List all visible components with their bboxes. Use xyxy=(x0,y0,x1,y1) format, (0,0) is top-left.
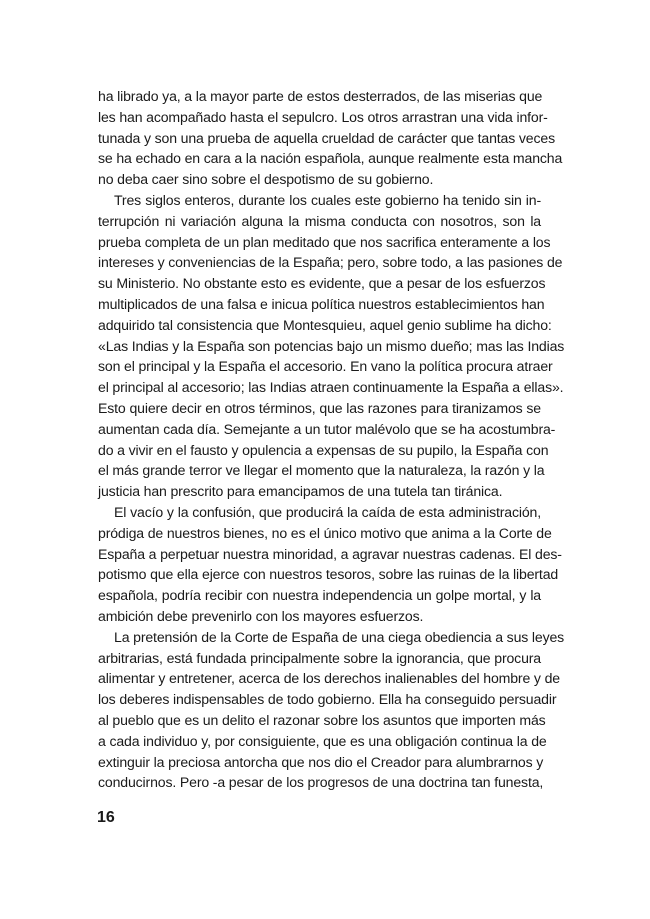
text-line: el principal al accesorio; las Indias atraen continuamente la España a ellas». xyxy=(98,379,564,396)
text-line: su Ministerio. No obstante esto es evidente, que a pesar de los esfuerzos xyxy=(98,275,546,292)
text-line: los deberes indispensables de todo gobierno. Ella ha conseguido persuadir xyxy=(98,691,557,708)
text-line: ambición debe prevenirlo con los mayores esfuerzos. xyxy=(98,607,424,624)
text-line: son el principal y la España el accesorio. En vano la política procura atraer xyxy=(98,358,553,375)
text-line: española, podría recibir con nuestra independencia un golpe mortal, y la xyxy=(98,587,541,604)
text-line: España a perpetuar nuestra minoridad, a agravar nuestras cadenas. El des- xyxy=(98,545,562,562)
text-line: ha librado ya, a la mayor parte de estos desterrados, de las miserias que xyxy=(98,88,543,104)
text-line: La pretensión de la Corte de España de una ciega obediencia a sus leyes xyxy=(114,628,565,645)
text-line: les han acompañado hasta el sepulcro. Los otros arrastran una vida infor- xyxy=(98,108,548,125)
text-line: conducirnos. Pero -a pesar de los progresos de una doctrina tan funesta, xyxy=(98,774,544,791)
text-line: El vacío y la confusión, que producirá la caída de esta administración, xyxy=(114,503,541,520)
text-line: aumentan cada día. Semejante a un tutor malévolo que se ha acostumbra- xyxy=(98,420,556,437)
text-line: Tres siglos enteros, durante los cuales este gobierno ha tenido sin in- xyxy=(114,191,541,208)
document-body xyxy=(98,86,565,793)
text-line: no deba caer sino sobre el despotismo de su gobierno. xyxy=(98,171,434,188)
text-line: «Las Indias y la España son potencias bajo un mismo dueño; mas las Indias xyxy=(98,337,565,354)
text-line: pródiga de nuestros bienes, no es el único motivo que anima a la Corte de xyxy=(98,524,552,541)
text-line: justicia han prescrito para emancipamos de una tutela tan tiránica. xyxy=(98,483,503,500)
text-line: adquirido tal consistencia que Montesquieu, aquel genio sublime ha dicho: xyxy=(98,316,552,333)
text-line: terrupción ni variación alguna la misma conducta con nosotros, son la xyxy=(98,212,541,229)
page-number: 16 xyxy=(97,809,115,826)
text-line: potismo que ella ejerce con nuestros tesoros, sobre las ruinas de la libertad xyxy=(98,566,559,583)
text-line: intereses y conveniencias de la España; pero, sobre todo, a las pasiones de xyxy=(98,254,563,271)
text-line: se ha echado en cara a la nación española, aunque realmente esta mancha xyxy=(98,150,563,167)
text-line: do a vivir en el fausto y opulencia a expensas de su pupilo, la España con xyxy=(98,441,549,458)
text-line: al pueblo que es un delito el razonar sobre los asuntos que importen más xyxy=(98,711,546,728)
text-line: tunada y son una prueba de aquella crueldad de carácter que tantas veces xyxy=(98,129,555,146)
text-line: extinguir la preciosa antorcha que nos dio el Creador para alumbrarnos y xyxy=(98,753,544,770)
text-line: arbitrarias, está fundada principalmente sobre la ignorancia, que procura xyxy=(98,649,541,666)
text-line: alimentar y entretener, acerca de los derechos inalienables del hombre y de xyxy=(98,670,560,687)
text-line: Esto quiere decir en otros términos, que las razones para tiranizamos se xyxy=(98,399,541,416)
text-line: multiplicados de una falsa e inicua política nuestros establecimientos han xyxy=(98,295,545,312)
text-line: a cada individuo y, por consiguiente, que es una obligación continua la de xyxy=(98,732,547,749)
text-line: prueba completa de un plan meditado que nos sacrifica enteramente a los xyxy=(98,233,551,250)
text-line: el más grande terror ve llegar el momento que la naturaleza, la razón y la xyxy=(98,462,545,479)
